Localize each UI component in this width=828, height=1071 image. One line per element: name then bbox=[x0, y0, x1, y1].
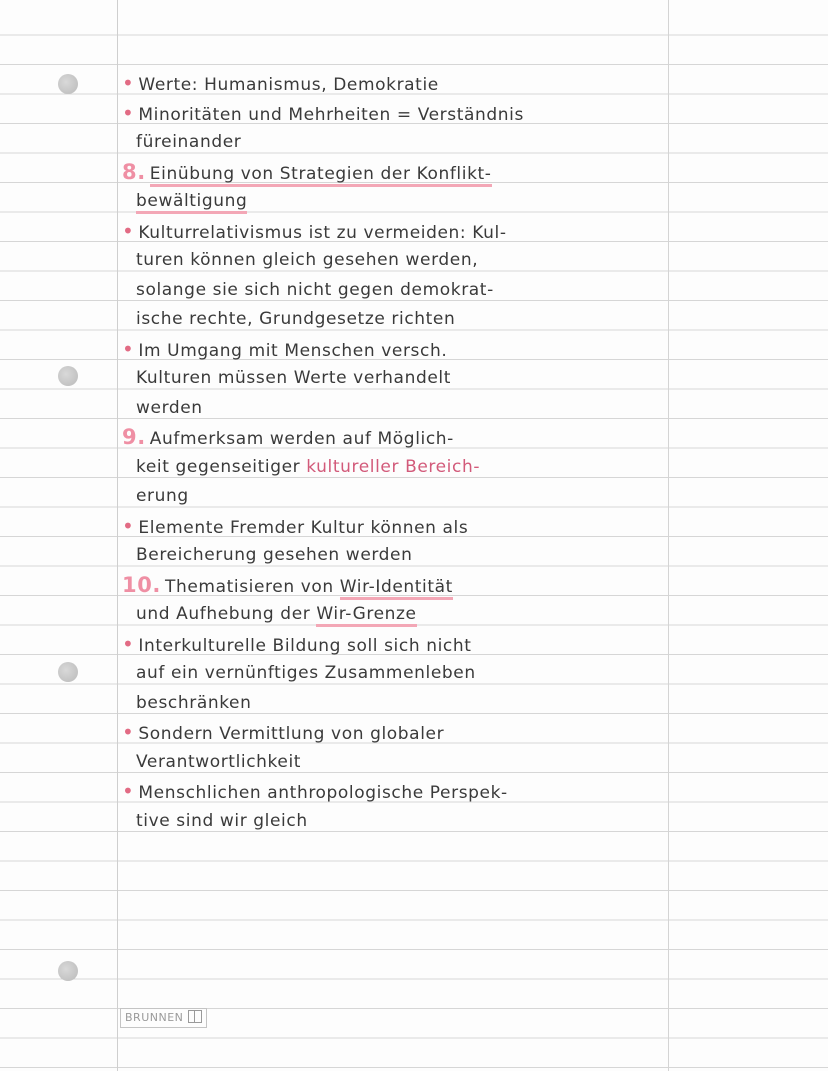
bullet-icon: • bbox=[122, 100, 135, 125]
note-line bbox=[122, 600, 708, 630]
note-line bbox=[122, 453, 708, 483]
note-text: Kulturen müssen Werte verhandelt bbox=[136, 368, 451, 388]
note-text: Minoritäten und Mehrheiten = Verständnis bbox=[138, 104, 524, 125]
note-line bbox=[122, 335, 708, 365]
brand-logo bbox=[120, 1008, 207, 1028]
note-text: solange sie sich nicht gegen demokrat- bbox=[136, 279, 494, 300]
note-line bbox=[122, 364, 708, 394]
note-text: Interkulturelle Bildung soll sich nicht bbox=[138, 635, 472, 656]
handwritten-notes bbox=[122, 69, 708, 836]
punch-hole bbox=[58, 366, 78, 386]
note-line bbox=[122, 482, 708, 512]
note-text: auf ein vernünftiges Zusammenleben bbox=[136, 663, 476, 683]
note-text: turen können gleich gesehen werden, bbox=[136, 250, 479, 270]
note-text: Bereicherung gesehen werden bbox=[136, 545, 413, 565]
punch-hole bbox=[58, 662, 78, 682]
note-line bbox=[122, 423, 708, 453]
note-text: Verantwortlichkeit bbox=[136, 751, 302, 772]
section-number: 10. bbox=[122, 572, 162, 597]
note-text: Menschlichen anthropologische Perspek- bbox=[138, 783, 508, 803]
highlighted-text: Wir-Identität bbox=[340, 577, 453, 600]
bullet-icon: • bbox=[122, 631, 135, 656]
note-line bbox=[122, 718, 708, 748]
punch-hole bbox=[58, 74, 78, 94]
note-text: tive sind wir gleich bbox=[136, 810, 308, 831]
section-heading: Einübung von Strategien der Konflikt- bbox=[150, 164, 492, 187]
note-line bbox=[122, 630, 708, 660]
note-line bbox=[122, 659, 708, 689]
bullet-icon: • bbox=[122, 513, 135, 538]
note-line bbox=[122, 276, 708, 306]
bullet-icon: • bbox=[122, 71, 135, 95]
note-line bbox=[122, 807, 708, 837]
note-line bbox=[122, 69, 708, 99]
note-text: Kulturrelativismus ist zu vermeiden: Kul- bbox=[138, 222, 507, 243]
highlighted-text: Wir-Grenze bbox=[316, 604, 416, 627]
note-line bbox=[122, 394, 708, 424]
bullet-icon: • bbox=[122, 218, 135, 243]
note-text: Aufmerksam werden auf Möglich- bbox=[149, 429, 454, 449]
note-line bbox=[122, 512, 708, 542]
note-line bbox=[122, 99, 708, 129]
note-text: füreinander bbox=[136, 132, 242, 152]
note-line bbox=[122, 128, 708, 158]
note-text: Werte: Humanismus, Demokratie bbox=[138, 75, 439, 95]
note-line bbox=[122, 217, 708, 247]
note-text: Sondern Vermittlung von globaler bbox=[138, 724, 445, 744]
note-line bbox=[122, 246, 708, 276]
note-text: Elemente Fremder Kultur können als bbox=[138, 517, 469, 538]
note-line bbox=[122, 158, 708, 188]
note-text: Thematisieren von bbox=[165, 576, 334, 597]
note-text: beschränken bbox=[136, 692, 252, 713]
left-margin-line bbox=[117, 0, 118, 1071]
note-line bbox=[122, 748, 708, 778]
section-number: 9. bbox=[122, 425, 146, 449]
brand-icon bbox=[188, 1010, 202, 1023]
accent-text: kultureller Bereich- bbox=[306, 456, 481, 477]
note-line bbox=[122, 187, 708, 217]
punch-hole bbox=[58, 961, 78, 981]
note-line bbox=[122, 571, 708, 601]
note-line bbox=[122, 541, 708, 571]
bullet-icon: • bbox=[122, 779, 135, 803]
note-line bbox=[122, 305, 708, 335]
note-text: werden bbox=[136, 397, 203, 418]
note-text: Im Umgang mit Menschen versch. bbox=[138, 340, 448, 361]
section-number: 8. bbox=[122, 159, 146, 184]
bullet-icon: • bbox=[122, 720, 135, 744]
note-line bbox=[122, 777, 708, 807]
note-line bbox=[122, 689, 708, 719]
brand-name: BRUNNEN bbox=[125, 1011, 184, 1024]
note-text: erung bbox=[136, 486, 189, 506]
note-text: und Aufhebung der bbox=[136, 604, 311, 624]
note-text: ische rechte, Grundgesetze richten bbox=[136, 309, 456, 329]
bullet-icon: • bbox=[122, 336, 135, 361]
note-text: keit gegenseitiger bbox=[136, 456, 301, 477]
section-heading: bewältigung bbox=[136, 191, 247, 214]
